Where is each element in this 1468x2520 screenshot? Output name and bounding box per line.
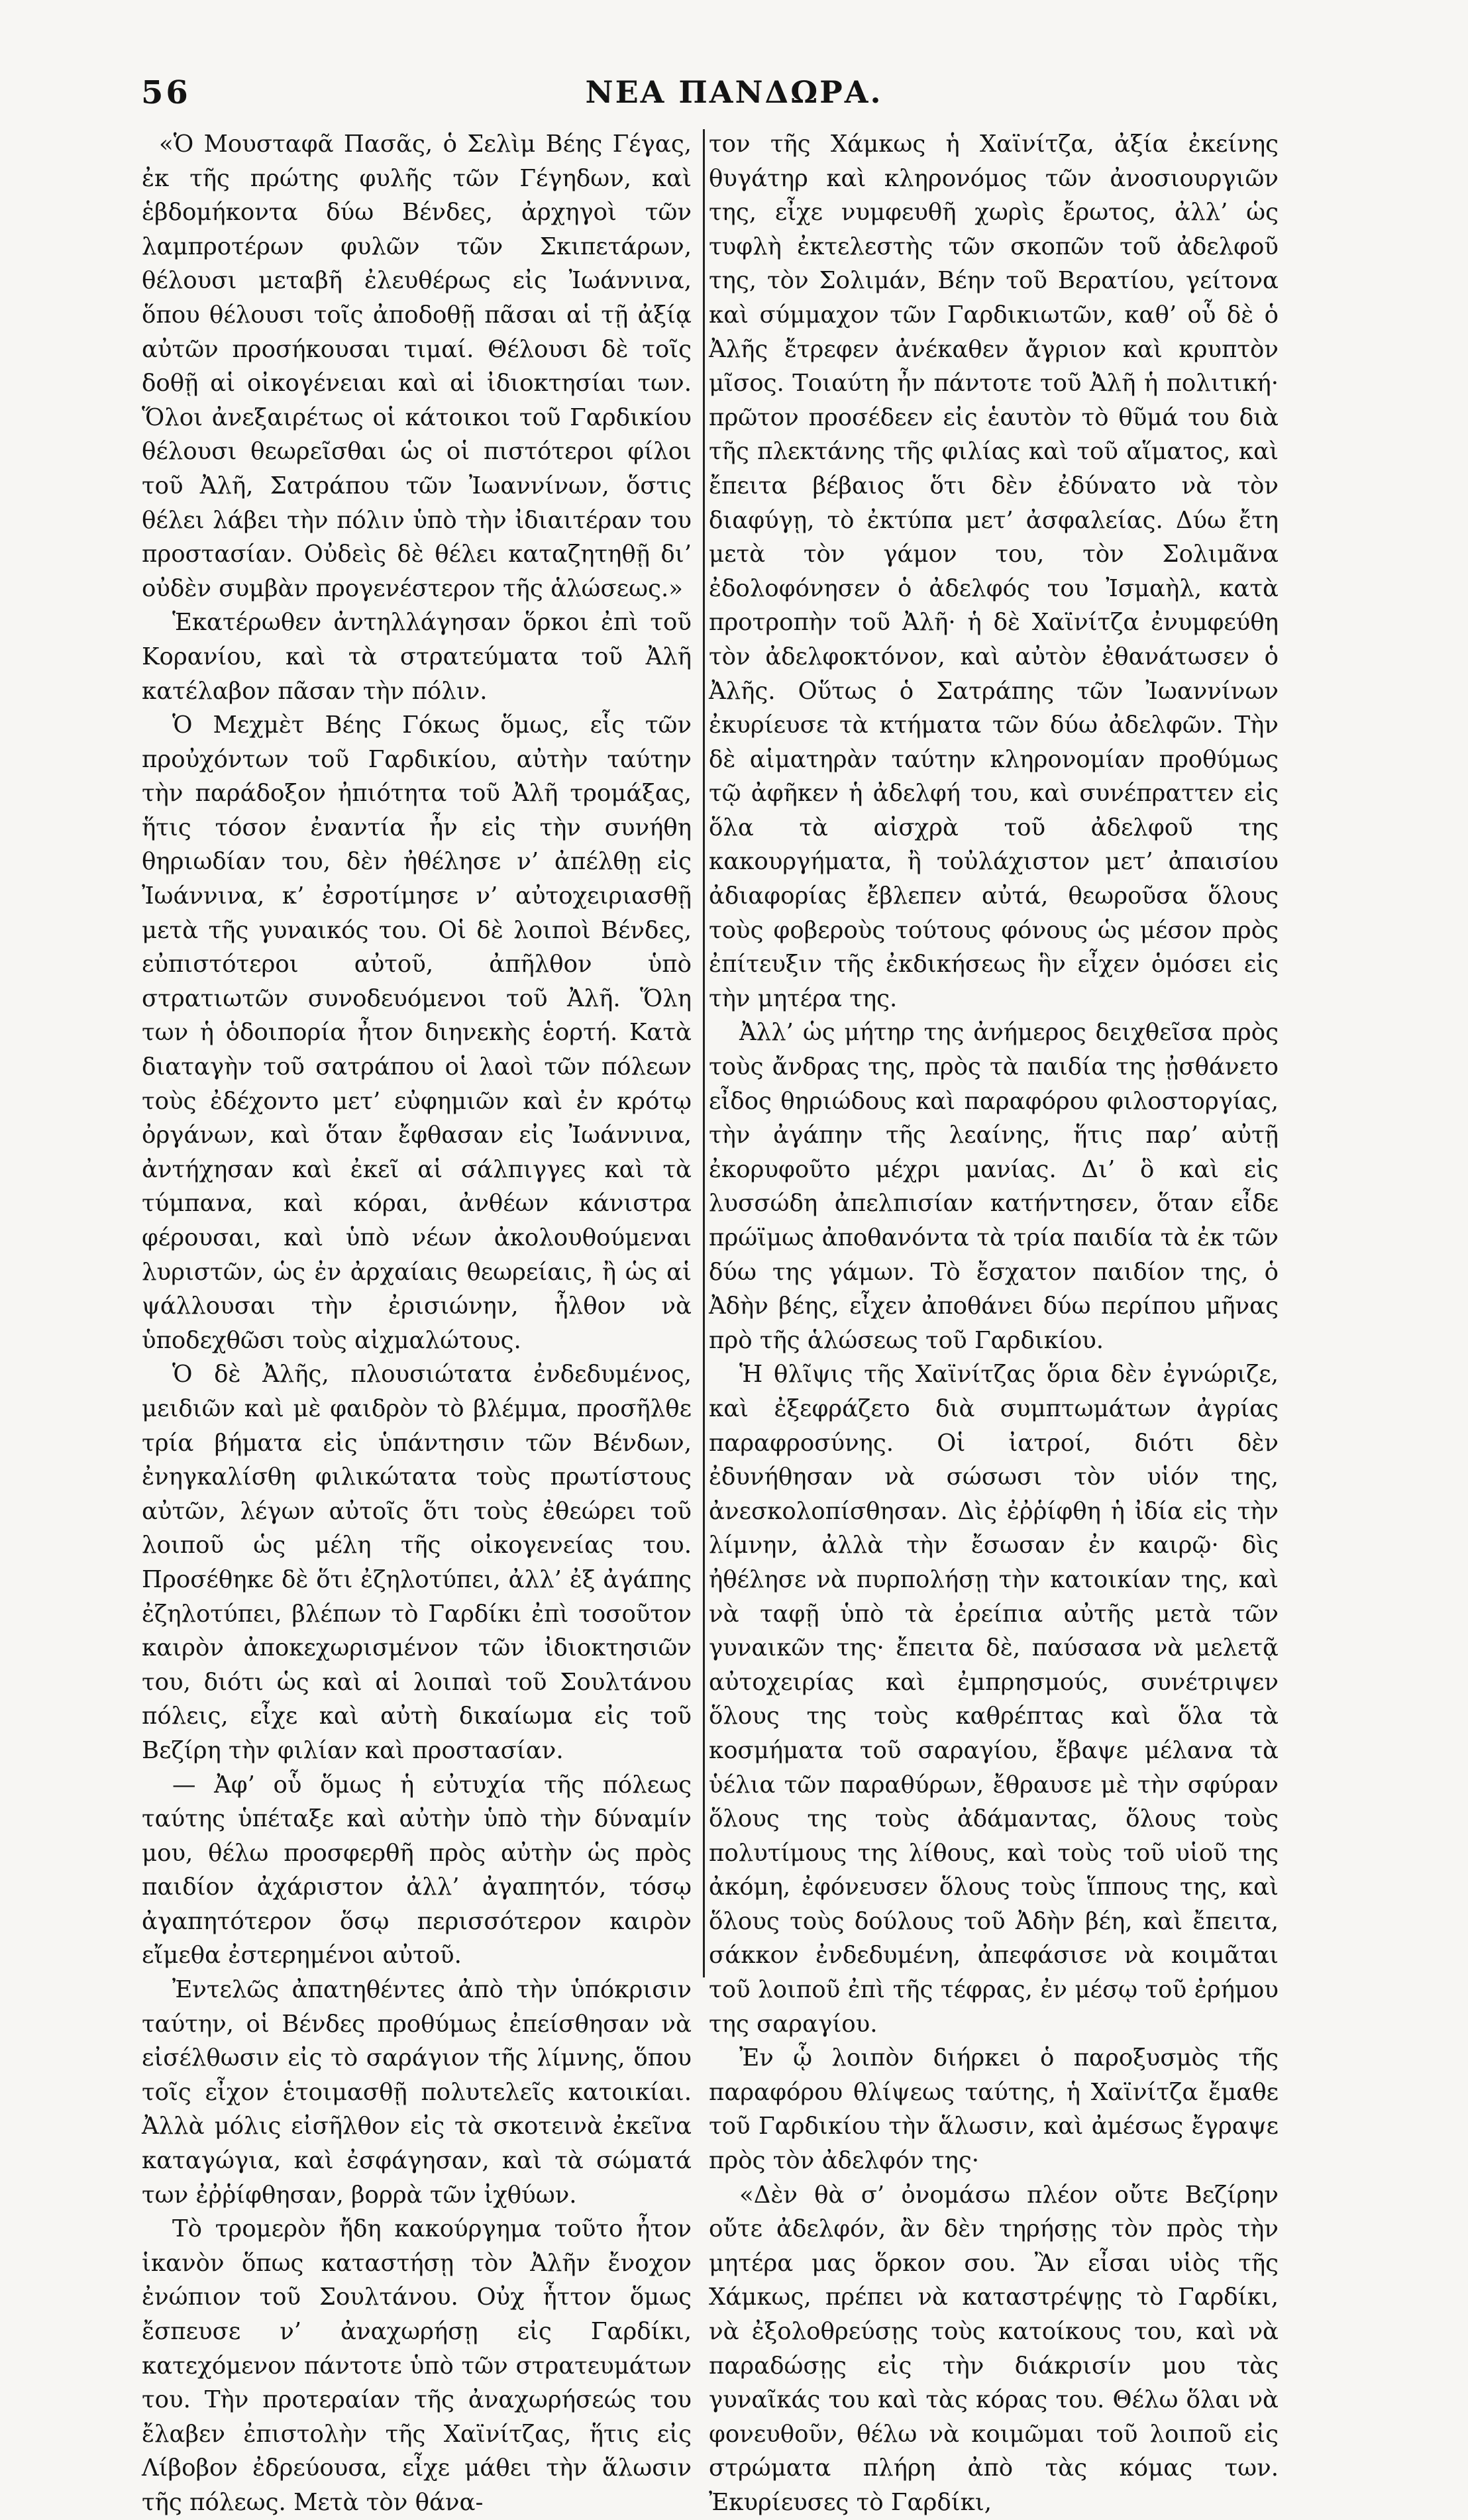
- paragraph: Ἡ θλῖψις τῆς Χαϊνίτζας ὅρια δὲν ἐγνώριζε, καὶ ἐξεφράζετο διὰ συμπτωμάτων ἀγρίας παραφροσύνης. Οἱ ἰατροί, διότι δὲν ἐδυνήθησαν νὰ σώσωσι τὸν υἱόν της, ἀνεσκολοπίσθησαν. Δὶς ἐῤῥίφθη ἡ ἰδία εἰς τὴν λίμνην, ἀλλὰ τὴν ἔσωσαν ἐν καιρῷ· δὶς ἠθέλησε νὰ πυρπολήσῃ τὴν κατοικίαν της, καὶ νὰ ταφῇ ὑπὸ τὰ ἐρείπια αὐτῆς μετὰ τῶν γυναικῶν της· ἔπειτα δὲ, παύσασα νὰ μελετᾷ αὐτοχειρίας καὶ ἐμπρησμούς, συνέτριψεν ὅλους της τοὺς καθρέπτας καὶ ὅλα τὰ κοσμήματα τοῦ σαραγίου, ἔβαψε μέλανα τὰ ὑέλια τῶν παραθύρων, ἔθραυσε μὲ τὴν σφύραν ὅλους της τοὺς ἀδάμαντας, ὅλους τοὺς πολυτίμους της λίθους, καὶ τοὺς τοῦ υἱοῦ της ἀκόμη, ἐφόνευσεν ὅλους τοὺς ἵππους της, καὶ ὅλους τοὺς δούλους τοῦ Ἀδὴν βέη, καὶ ἔπειτα, σάκκον ἐνδεδυμένη, ἀπεφάσισε νὰ κοιμᾶται τοῦ λοιποῦ ἐπὶ τῆς τέφρας, ἐν μέσῳ τοῦ ἐρήμου της σαραγίου.: [709, 1361, 1279, 2038]
- paragraph: Ἐν ᾧ λοιπὸν διήρκει ὁ παροξυσμὸς τῆς παραφόρου θλίψεως ταύτης, ἡ Χαϊνίτζα ἔμαθε τοῦ Γαρδικίου τὴν ἅλωσιν, καὶ ἀμέσως ἔγραψε πρὸς τὸν ἀδελφόν της·: [709, 2044, 1279, 2175]
- paragraph: — Ἀφ’ οὗ ὅμως ἡ εὐτυχία τῆς πόλεως ταύτης ὑπέταξε καὶ αὐτὴν ὑπὸ τὴν δύναμίν μου, θέλω προσφερθῆ πρὸς αὐτὴν ὡς πρὸς παιδίον ἀχάριστον ἀλλ’ ἀγαπητόν, τόσῳ ἀγαπητότερον ὅσῳ περισσότερον καιρὸν εἴμεθα ἐστερημένοι αὐτοῦ.: [142, 1771, 692, 1969]
- paragraph: «Ὁ Μουσταφᾶ Πασᾶς, ὁ Σελὶμ Βέης Γέγας, ἐκ τῆς πρώτης φυλῆς τῶν Γέγηδων, καὶ ἑβδομήκοντα δύω Βένδες, ἀρχηγοὶ τῶν λαμπροτέρων φυλῶν τῶν Σκιπετάρων, θέλουσι μεταβῆ ἐλευθέρως εἰς Ἰωάννινα, ὅπου θέλουσι τοῖς ἀποδοθῇ πᾶσαι αἱ τῇ ἀξίᾳ αὐτῶν προσήκουσαι τιμαί. Θέλουσι δὲ τοῖς δοθῇ αἱ οἰκογένειαι καὶ αἱ ἰδιοκτησίαι των. Ὅλοι ἀνεξαιρέτως οἱ κάτοικοι τοῦ Γαρδικίου θέλουσι θεωρεῖσθαι ὡς οἱ πιστότεροι φίλοι τοῦ Ἀλῆ, Σατράπου τῶν Ἰωαννίνων, ὅστις θέλει λάβει τὴν πόλιν ὑπὸ τὴν ἰδιαιτέραν του προστασίαν. Οὐδεὶς δὲ θέλει καταζητηθῇ δι’ οὐδὲν συμβὰν προγενέστερον τῆς ἁλώσεως.»: [142, 131, 692, 602]
- paragraph: Ἐντελῶς ἀπατηθέντες ἀπὸ τὴν ὑπόκρισιν ταύτην, οἱ Βένδες προθύμως ἐπείσθησαν νὰ εἰσέλθωσιν εἰς τὸ σαράγιον τῆς λίμνης, ὅπου τοῖς εἶχον ἑτοιμασθῇ πολυτελεῖς κατοικίαι. Ἀλλὰ μόλις εἰσῆλθον εἰς τὰ σκοτεινὰ ἐκεῖνα καταγώγια, καὶ ἐσφάγησαν, καὶ τὰ σώματά των ἐῤῥίφθησαν, βορρὰ τῶν ἰχθύων.: [142, 1976, 692, 2209]
- paragraph: Ἀλλ’ ὡς μήτηρ της ἀνήμερος δειχθεῖσα πρὸς τοὺς ἄνδρας της, πρὸς τὰ παιδία της ᾐσθάνετο εἶδος θηριώδους καὶ παραφόρου φιλοστοργίας, τὴν ἀγάπην τῆς λεαίνης, ἥτις παρ’ αὐτῇ ἐκορυφοῦτο μέχρι μανίας. Δι’ ὃ καὶ εἰς λυσσώδη ἀπελπισίαν κατήντησεν, ὅταν εἶδε πρώϊμως ἀποθανόντα τὰ τρία παιδία τὰ ἐκ τῶν δύω της γάμων. Τὸ ἔσχατον παιδίον της, ὁ Ἀδὴν βέης, εἶχεν ἀποθάνει δύω περίπου μῆνας πρὸ τῆς ἁλώσεως τοῦ Γαρδικίου.: [709, 1019, 1279, 1354]
- right-column: [709, 127, 1279, 2516]
- paragraph: Τὸ τρομερὸν ἤδη κακούργημα τοῦτο ἦτον ἱκανὸν ὅπως καταστήσῃ τὸν Ἀλῆν ἔνοχον ἐνώπιον τοῦ Σουλτάνου. Οὐχ ἧττον ὅμως ἔσπευσε ν’ ἀναχωρήσῃ εἰς Γαρδίκι, κατεχόμενον πάντοτε ὑπὸ τῶν στρατευμάτων του. Τὴν προτεραίαν τῆς ἀναχωρήσεώς του ἔλαβεν ἐπιστολὴν τῆς Χαϊνίτζας, ἥτις εἰς Λίβοβον ἐδρεύουσα, εἶχε μάθει τὴν ἅλωσιν τῆς πόλεως. Μετὰ τὸν θάνα-: [142, 2215, 692, 2516]
- paragraph: Ὁ δὲ Ἀλῆς, πλουσιώτατα ἐνδεδυμένος, μειδιῶν καὶ μὲ φαιδρὸν τὸ βλέμμα, προσῆλθε τρία βήματα εἰς ὑπάντησιν τῶν Βένδων, ἐνηγκαλίσθη φιλικώτατα τοὺς πρωτίστους αὐτῶν, λέγων αὐτοῖς ὅτι τοὺς ἐθεώρει τοῦ λοιποῦ ὡς μέλη τῆς οἰκογενείας του. Προσέθηκε δὲ ὅτι ἐζηλοτύπει, ἀλλ’ ἐξ ἀγάπης ἐζηλοτύπει, βλέπων τὸ Γαρδίκι ἐπὶ τοσοῦτον καιρὸν ἀποκεχωρισμένον τῶν ἰδιοκτησιῶν του, διότι ὡς καὶ αἱ λοιπαὶ τοῦ Σουλτάνου πόλεις, εἶχε καὶ αὐτὴ δικαίωμα εἰς τοῦ Βεζίρη τὴν φιλίαν καὶ προστασίαν.: [142, 1361, 692, 1764]
- paragraph: Ὁ Μεχμὲτ Βέης Γόκως ὅμως, εἷς τῶν προὐχόντων τοῦ Γαρδικίου, αὐτὴν ταύτην τὴν παράδοξον ἠπιότητα τοῦ Ἀλῆ τρομάξας, ἥτις τόσον ἐναντία ἦν εἰς τὴν συνήθη θηριωδίαν του, δὲν ἠθέλησε ν’ ἀπέλθῃ εἰς Ἰωάννινα, κ’ ἐσροτίμησε ν’ αὐτοχειριασθῇ μετὰ τῆς γυναικός του. Οἱ δὲ λοιποὶ Βένδες, εὐπιστότεροι αὐτοῦ, ἀπῆλθον ὑπὸ στρατιωτῶν συνοδευόμενοι τοῦ Ἀλῆ. Ὅλη των ἡ ὁδοιπορία ἦτον διηνεκὴς ἑορτή. Κατὰ διαταγὴν τοῦ σατράπου οἱ λαοὶ τῶν πόλεων τοὺς ἐδέχοντο μετ’ εὐφημιῶν καὶ ἐν κρότῳ ὀργάνων, καὶ ὅταν ἔφθασαν εἰς Ἰωάννινα, ἀντήχησαν καὶ ἐκεῖ αἱ σάλπιγγες καὶ τὰ τύμπανα, καὶ κόραι, ἀνθέων κάνιστρα φέρουσαι, καὶ ὑπὸ νέων ἀκολουθούμεναι λυριστῶν, ὡς ἐν ἀρχαίαις θεωρείαις, ἢ ὡς αἱ ψάλλουσαι τὴν ἐρισιώνην, ἦλθον νὰ ὑποδεχθῶσι τοὺς αἰχμαλώτους.: [142, 711, 692, 1354]
- column-divider: [703, 129, 705, 1977]
- running-head-title: ΝΕΑ ΠΑΝΔΩΡΑ.: [585, 74, 883, 110]
- page-number: 56: [141, 74, 191, 111]
- paragraph: τον τῆς Χάμκως ἡ Χαϊνίτζα, ἀξία ἐκείνης θυγάτηρ καὶ κληρονόμος τῶν ἀνοσιουργιῶν της, εἶχε νυμφευθῆ χωρὶς ἔρωτος, ἀλλ’ ὡς τυφλὴ ἐκτελεστὴς τῶν σκοπῶν τοῦ ἀδελφοῦ της, τὸν Σολιμάν, Βέην τοῦ Βερατίου, γείτονα καὶ σύμμαχον τῶν Γαρδικιωτῶν, καθ’ οὗ δὲ ὁ Ἀλῆς ἔτρεφεν ἀνέκαθεν ἄγριον καὶ κρυπτὸν μῖσος. Τοιαύτη ἦν πάντοτε τοῦ Ἀλῆ ἡ πολιτική· πρῶτον προσέδεεν εἰς ἑαυτὸν τὸ θῦμά του διὰ τῆς πλεκτάνης τῆς φιλίας καὶ τοῦ αἵματος, καὶ ἔπειτα βέβαιος ὅτι δὲν ἐδύνατο νὰ τὸν διαφύγῃ, τὸ ἐκτύπα μετ’ ἀσφαλείας. Δύω ἔτη μετὰ τὸν γάμον του, τὸν Σολιμᾶνα ἐδολοφόνησεν ὁ ἀδελφός του Ἰσμαὴλ, κατὰ προτροπὴν τοῦ Ἀλῆ· ἡ δὲ Χαϊνίτζα ἐνυμφεύθη τὸν ἀδελφοκτόνον, καὶ αὐτὸν ἐθανάτωσεν ὁ Ἀλῆς. Οὕτως ὁ Σατράπης τῶν Ἰωαννίνων ἐκυρίευσε τὰ κτήματα τῶν δύω ἀδελφῶν. Τὴν δὲ αἱματηρὰν ταύτην κληρονομίαν προθύμως τῷ ἀφῆκεν ἡ ἀδελφή του, καὶ συνέπραττεν εἰς ὅλα τὰ αἰσχρὰ τοῦ ἀδελφοῦ της κακουργήματα, ἢ τοὐλάχιστον μετ’ ἀπαισίου ἀδιαφορίας ἔβλεπεν αὐτά, θεωροῦσα ὅλους τοὺς φοβεροὺς τούτους φόνους ὡς μέσον πρὸς ἐπίτευξιν τῆς ἐκδικήσεως ἣν εἶχεν ὁμόσει εἰς τὴν μητέρα της.: [709, 131, 1279, 1012]
- left-column: [142, 127, 692, 2516]
- paragraph: Ἑκατέρωθεν ἀντηλλάγησαν ὅρκοι ἐπὶ τοῦ Κορανίου, καὶ τὰ στρατεύματα τοῦ Ἀλῆ κατέλαβον πᾶσαν τὴν πόλιν.: [142, 609, 692, 705]
- paragraph: «Δὲν θὰ σ’ ὀνομάσω πλέον οὔτε Βεζίρην οὔτε ἀδελφόν, ἂν δὲν τηρήσῃς τὸν πρὸς τὴν μητέρα μας ὅρκον σου. Ἂν εἶσαι υἱὸς τῆς Χάμκως, πρέπει νὰ καταστρέψῃς τὸ Γαρδίκι, νὰ ἐξολοθρεύσῃς τοὺς κατοίκους του, καὶ νὰ παραδώσῃς εἰς τὴν διάκρισίν μου τὰς γυναῖκάς του καὶ τὰς κόρας του. Θέλω ὅλαι νὰ φονευθοῦν, θέλω νὰ κοιμῶμαι τοῦ λοιποῦ εἰς στρώματα πλήρη ἀπὸ τὰς κόμας των. Ἐκυρίευσες τὸ Γαρδίκι,: [709, 2181, 1279, 2516]
